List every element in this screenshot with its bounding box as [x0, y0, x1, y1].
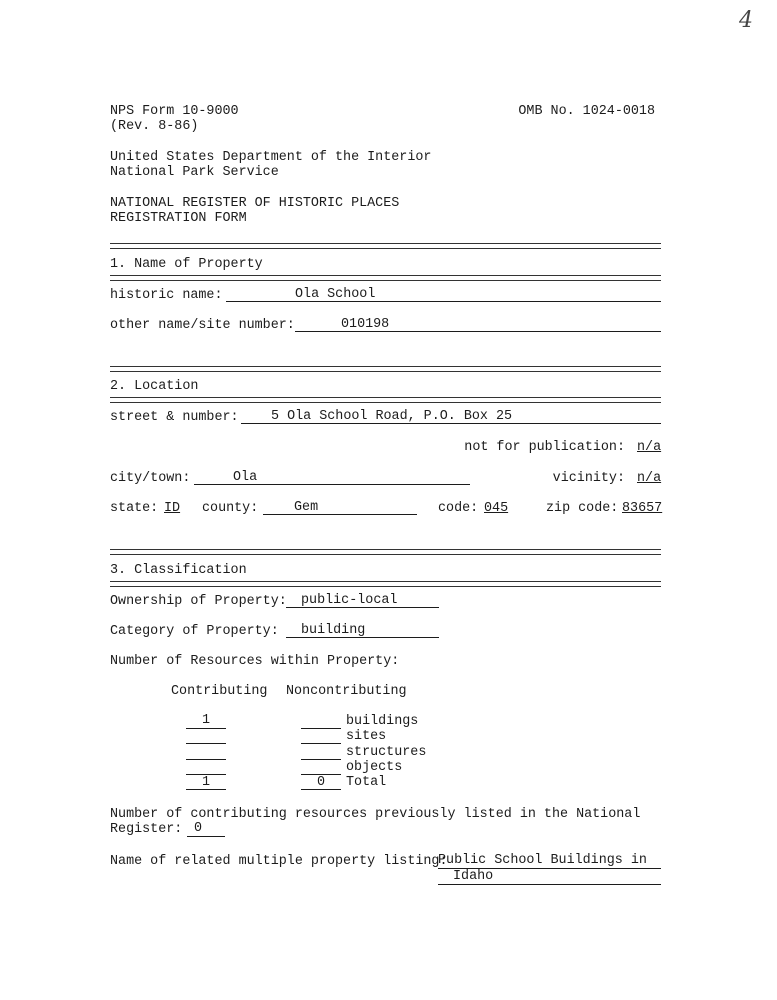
vicinity-value[interactable]: n/a: [637, 471, 662, 486]
resource-label: sites: [346, 729, 387, 744]
form-title: REGISTRATION FORM: [110, 211, 247, 226]
multiple-listing-label: Name of related multiple property listing:: [110, 854, 448, 869]
section-divider: [110, 243, 661, 249]
other-name-value[interactable]: 010198: [341, 317, 390, 332]
historic-name-label: historic name:: [110, 288, 223, 303]
county-value[interactable]: Gem: [294, 500, 319, 515]
form-number: NPS Form 10-9000: [110, 104, 239, 119]
zip-value[interactable]: 83657: [622, 501, 663, 516]
street-value[interactable]: 5 Ola School Road, P.O. Box 25: [271, 409, 513, 424]
omb-number: OMB No. 1024-0018: [518, 104, 655, 119]
contributing-line: [186, 743, 226, 744]
not-for-publication-value[interactable]: n/a: [637, 440, 662, 455]
contributing-line: [186, 759, 226, 760]
ownership-value[interactable]: public-local: [301, 593, 398, 608]
not-for-publication-label: not for publication:: [464, 440, 625, 455]
column-header-contributing: Contributing: [171, 684, 268, 699]
city-value[interactable]: Ola: [233, 470, 258, 485]
state-value[interactable]: ID: [164, 501, 181, 516]
section-divider: [110, 581, 661, 587]
resource-label: structures: [346, 745, 427, 760]
zip-label: zip code:: [546, 501, 619, 516]
category-value[interactable]: building: [301, 623, 366, 638]
form-revision: (Rev. 8-86): [110, 119, 199, 134]
previously-listed-text: Number of contributing resources previously listed in the National: [110, 807, 641, 822]
historic-name-value[interactable]: Ola School: [295, 287, 376, 302]
handwritten-page-mark: 4: [739, 8, 753, 33]
contributing-value[interactable]: 1: [201, 713, 211, 728]
section-divider: [110, 397, 661, 403]
section-divider: [110, 275, 661, 281]
category-label: Category of Property:: [110, 624, 279, 639]
county-label: county:: [202, 501, 259, 516]
vicinity-label: vicinity:: [552, 471, 625, 486]
contributing-total[interactable]: 1: [201, 775, 211, 790]
ownership-label: Ownership of Property:: [110, 594, 287, 609]
multiple-listing-value-line1[interactable]: Public School Buildings in: [438, 853, 647, 868]
historic-name-line: [226, 301, 661, 302]
previously-listed-label: Register:: [110, 822, 183, 837]
column-header-noncontributing: Noncontributing: [286, 684, 407, 699]
code-value[interactable]: 045: [484, 501, 509, 516]
resource-label: Total: [346, 775, 387, 790]
noncontributing-line: [301, 743, 341, 744]
street-label: street & number:: [110, 410, 239, 425]
other-name-label: other name/site number:: [110, 318, 295, 333]
city-label: city/town:: [110, 471, 191, 486]
resource-label: buildings: [346, 714, 419, 729]
agency-name: National Park Service: [110, 165, 279, 180]
department-name: United States Department of the Interior: [110, 150, 432, 165]
section-2-heading: 2. Location: [110, 379, 199, 394]
section-divider: [110, 366, 661, 372]
previously-listed-value[interactable]: 0: [194, 821, 203, 836]
resources-label: Number of Resources within Property:: [110, 654, 400, 669]
state-label: state:: [110, 501, 159, 516]
resource-label: objects: [346, 760, 403, 775]
section-1-heading: 1. Name of Property: [110, 257, 263, 272]
county-line: [263, 514, 417, 515]
multiple-listing-value-line2[interactable]: Idaho: [453, 869, 494, 884]
register-title: NATIONAL REGISTER OF HISTORIC PLACES: [110, 196, 400, 211]
section-divider: [110, 549, 661, 555]
code-label: code:: [438, 501, 479, 516]
noncontributing-line: [301, 728, 341, 729]
noncontributing-line: [301, 759, 341, 760]
previously-listed-line: [187, 836, 225, 837]
section-3-heading: 3. Classification: [110, 563, 247, 578]
noncontributing-total[interactable]: 0: [316, 775, 326, 790]
